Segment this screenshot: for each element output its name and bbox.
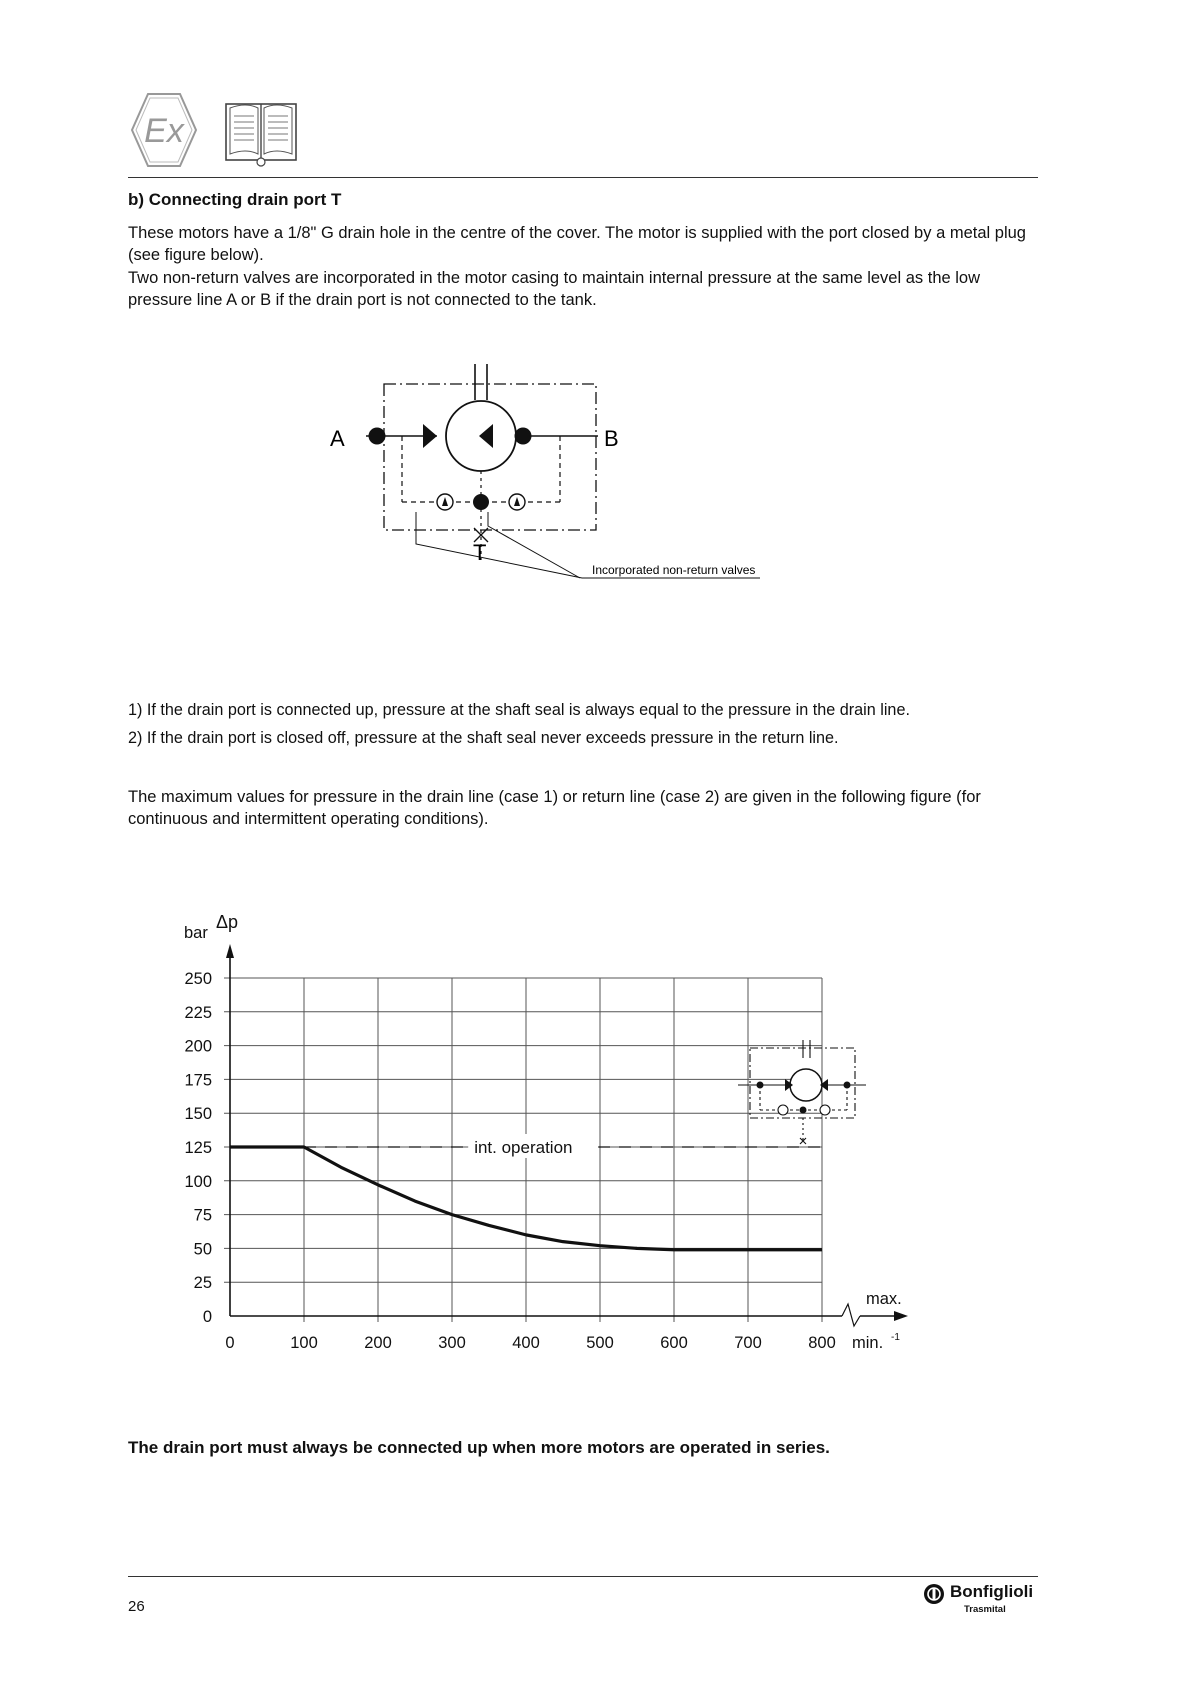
x-tick-label-100: 100 (290, 1334, 318, 1352)
x-tick-label-0: 0 (225, 1334, 235, 1352)
page-number: 26 (128, 1598, 145, 1615)
footer-rule (128, 1576, 1038, 1577)
header-icons (118, 90, 308, 170)
motor-outlet-arrow (479, 424, 493, 448)
callout-leader-left (416, 512, 582, 578)
y-tick-label-75: 75 (193, 1206, 212, 1225)
drain-port-diagram (330, 360, 830, 625)
chart-inset-circuit (738, 1040, 866, 1144)
y-axis-arrow-icon (226, 944, 234, 958)
x-axis-unit: min. (852, 1334, 884, 1352)
section-heading: b) Connecting drain port T (128, 190, 342, 209)
y-tick-label-0: 0 (202, 1308, 212, 1326)
ex-hexagon-icon (132, 94, 196, 166)
diagram-label-a: A (330, 426, 345, 451)
y-axis-symbol: Δp (216, 912, 239, 932)
y-tick-label-100: 100 (184, 1172, 212, 1191)
note-item-1: 1) If the drain port is connected up, pressure at the shaft seal is always equal to the pressure in the drain line. (128, 701, 910, 719)
y-axis-unit: bar (184, 924, 208, 942)
y-tick-label-175: 175 (184, 1071, 212, 1090)
diagram-junction-b (515, 428, 532, 445)
diagram-casing-outline (384, 384, 596, 530)
note-item-2: 2) If the drain port is closed off, pressure at the shaft seal never exceeds pressure in the return line. (128, 729, 839, 747)
y-tick-label-50: 50 (193, 1240, 212, 1259)
svg-text:Ex: Ex (144, 112, 184, 150)
diagram-label-t: T (473, 540, 487, 565)
motor-inlet-arrow (423, 424, 437, 448)
x-tick-label-200: 200 (364, 1334, 392, 1352)
x-tick-label-400: 400 (512, 1334, 540, 1352)
y-tick-label-250: 250 (184, 970, 212, 988)
x-axis-break (842, 1304, 860, 1326)
y-tick-label-200: 200 (184, 1037, 212, 1056)
paragraph-max-values: The maximum values for pressure in the drain line (case 1) or return line (case 2) are given in the following figure (for continuous and intermittent operating conditions). (128, 788, 981, 828)
x-tick-label-500: 500 (586, 1334, 614, 1352)
annotation-int-operation: int. operation (474, 1138, 573, 1157)
y-tick-label-225: 225 (184, 1003, 212, 1022)
y-tick-label-25: 25 (193, 1274, 212, 1293)
x-axis-arrow-icon (894, 1311, 908, 1321)
diagram-callout: Incorporated non-return valves (592, 563, 756, 577)
header-rule (128, 177, 1038, 178)
y-tick-label-150: 150 (184, 1105, 212, 1124)
x-tick-label-300: 300 (438, 1334, 466, 1352)
x-tick-label-800: 800 (808, 1334, 836, 1352)
pressure-speed-chart (180, 900, 980, 1390)
x-tick-label-600: 600 (660, 1334, 688, 1352)
paragraph-non-return-valves: Two non-return valves are incorporated in the motor casing to maintain internal pressure at the same level as the low pressure line A or B if the drain port is not connected to the tank. (128, 269, 981, 309)
paragraph-drain-hole: These motors have a 1/8" G drain hole in the centre of the cover. The motor is supplied with the port closed by a metal plug (see figure below). (128, 224, 1026, 264)
x-axis-unit-exponent: -1 (891, 1332, 900, 1343)
brand-name: Bonfiglioli (950, 1582, 1034, 1601)
bonfiglioli-logo-icon (922, 1582, 946, 1606)
x-tick-label-700: 700 (734, 1334, 762, 1352)
open-book-icon (226, 104, 296, 166)
series-warning: The drain port must always be connected up when more motors are operated in series. (128, 1438, 830, 1457)
x-axis-max-label: max. (866, 1290, 902, 1308)
y-tick-label-125: 125 (184, 1139, 212, 1157)
diagram-label-b: B (604, 426, 619, 451)
brand-subtitle: Trasmital (964, 1604, 1006, 1615)
